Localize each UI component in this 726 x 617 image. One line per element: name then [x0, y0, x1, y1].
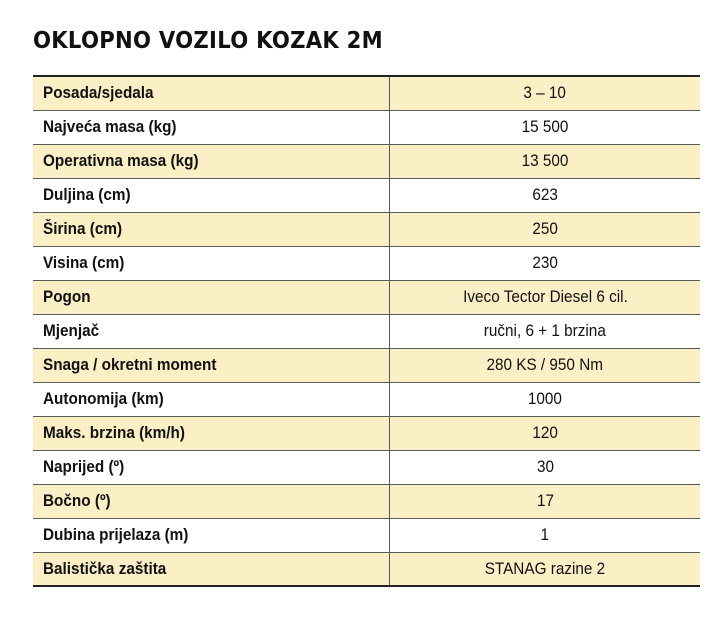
spec-value: STANAG razine 2: [390, 552, 701, 586]
table-row: [33, 144, 700, 178]
spec-value: 280 KS / 950 Nm: [390, 348, 701, 382]
spec-label: Balistička zaštita: [33, 552, 390, 586]
spec-label: Bočno (º): [33, 484, 390, 518]
page-title: OKLOPNO VOZILO KOZAK 2M: [33, 28, 384, 54]
spec-value: 623: [390, 178, 701, 212]
spec-label: Operativna masa (kg): [33, 144, 390, 178]
spec-label: Autonomija (km): [33, 382, 390, 416]
spec-value: 13 500: [390, 144, 701, 178]
spec-label: Snaga / okretni moment: [33, 348, 390, 382]
table-row: [33, 552, 700, 586]
spec-label: Posada/sjedala: [33, 76, 390, 110]
spec-value: 250: [390, 212, 701, 246]
spec-label: Maks. brzina (km/h): [33, 416, 390, 450]
spec-value: 15 500: [390, 110, 701, 144]
table-row: [33, 348, 700, 382]
spec-label: Najveća masa (kg): [33, 110, 390, 144]
spec-value: 230: [390, 246, 701, 280]
spec-label: Duljina (cm): [33, 178, 390, 212]
table-row: [33, 416, 700, 450]
spec-label: Pogon: [33, 280, 390, 314]
table-row: [33, 484, 700, 518]
spec-label: Dubina prijelaza (m): [33, 518, 390, 552]
spec-value: ručni, 6 + 1 brzina: [390, 314, 701, 348]
spec-value: Iveco Tector Diesel 6 cil.: [390, 280, 701, 314]
spec-label: Mjenjač: [33, 314, 390, 348]
spec-table: [33, 75, 700, 587]
spec-label: Visina (cm): [33, 246, 390, 280]
table-row: [33, 212, 700, 246]
table-row: [33, 280, 700, 314]
table-row: [33, 178, 700, 212]
spec-label: Naprijed (º): [33, 450, 390, 484]
table-row: [33, 76, 700, 110]
table-row: [33, 314, 700, 348]
table-row: [33, 382, 700, 416]
table-row: [33, 450, 700, 484]
spec-value: 1: [390, 518, 701, 552]
table-row: [33, 246, 700, 280]
spec-value: 120: [390, 416, 701, 450]
spec-label: Širina (cm): [33, 212, 390, 246]
spec-value: 3 – 10: [390, 76, 701, 110]
table-row: [33, 518, 700, 552]
spec-value: 17: [390, 484, 701, 518]
spec-value: 30: [390, 450, 701, 484]
spec-value: 1000: [390, 382, 701, 416]
table-row: [33, 110, 700, 144]
